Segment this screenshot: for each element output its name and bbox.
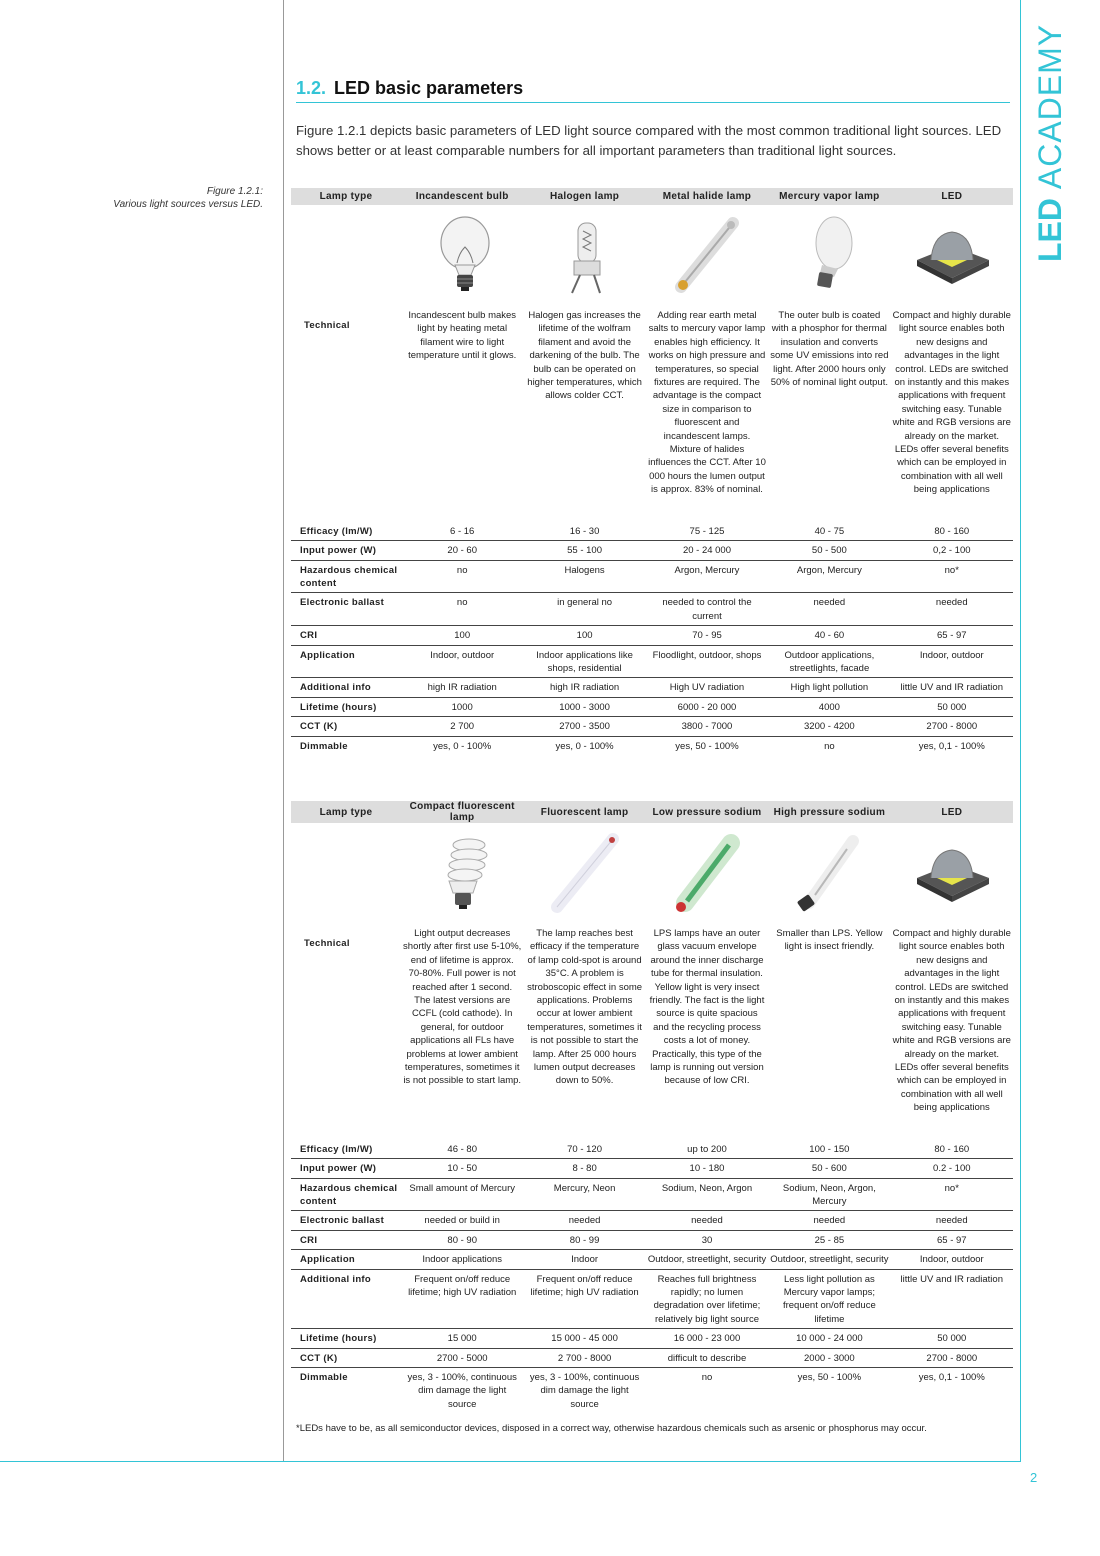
row-label: Additional info: [291, 1269, 401, 1329]
table-row: [291, 1367, 1013, 1413]
title-underline: [296, 102, 1010, 103]
table-cell: 20 - 24 000: [646, 541, 768, 560]
row-label: Lifetime (hours): [291, 1329, 401, 1348]
table-cell: Indoor applications: [401, 1250, 523, 1269]
side-brand-bold: LED: [1032, 198, 1068, 262]
incandescent-bulb-icon: [427, 213, 497, 298]
table-row: [291, 1178, 1013, 1211]
section-title: [296, 78, 523, 99]
table-cell: no: [401, 560, 523, 593]
table-cell: Outdoor, streetlight, security: [768, 1250, 890, 1269]
table-cell: 2700 - 3500: [523, 717, 645, 736]
header-lamp-type: Lamp type: [291, 801, 401, 823]
header-fluorescent: Fluorescent lamp: [523, 801, 645, 823]
table-row: [291, 522, 1013, 541]
table-cell: 25 - 85: [768, 1230, 890, 1249]
header-low-pressure-sodium: Low pressure sodium: [646, 801, 768, 823]
row-label: Application: [291, 1250, 401, 1269]
table-cell: little UV and IR radiation: [891, 1269, 1013, 1329]
section-title-text: LED basic parameters: [334, 78, 524, 98]
table-cell: 0.2 - 100: [891, 1159, 1013, 1178]
technical-cell: Compact and highly durable light source enables both new designs and advantages in the light control. LEDs are switched on instantly and this makes applications with frequent switching easy. Tunable white and RGB versions are already on the market. LEDs offer several benefits which can be employed in combination with all well being applications: [892, 928, 1011, 1114]
table-cell: Indoor: [523, 1250, 645, 1269]
table-cell: needed: [523, 1211, 645, 1230]
table-cell: 3800 - 7000: [646, 717, 768, 736]
row-label: Additional info: [291, 678, 401, 697]
row-label: CRI: [291, 1230, 401, 1249]
row-label: Dimmable: [300, 1371, 348, 1383]
technical-cell: Smaller than LPS. Yellow light is insect friendly.: [776, 928, 883, 953]
row-label: Input power (W): [291, 1159, 401, 1178]
table-cell: 100: [401, 626, 523, 645]
table-cell: 50 000: [891, 697, 1013, 716]
page-number: 2: [1030, 1470, 1038, 1485]
table-cell: 16 000 - 23 000: [646, 1329, 768, 1348]
row-label: Electronic ballast: [291, 593, 401, 626]
table-cell: up to 200: [646, 1140, 768, 1159]
table-cell: 4000: [768, 697, 890, 716]
table-cell: 30: [646, 1230, 768, 1249]
figure-caption: [100, 185, 263, 211]
row-label: Efficacy (lm/W): [291, 1140, 401, 1159]
header-compact-fluorescent: Compact fluorescent lamp: [401, 801, 523, 823]
table-row: [291, 541, 1013, 560]
table-cell: needed: [646, 1211, 768, 1230]
table-cell: 40 - 75: [768, 522, 890, 541]
table-cell: 15 000 - 45 000: [523, 1329, 645, 1348]
table-cell: yes, 50 - 100%: [675, 740, 739, 752]
footnote: *LEDs have to be, as all semiconductor devices, disposed in a correct way, otherwise hazardous chemicals such as arsenic or phosphorus may occur.: [296, 1423, 927, 1434]
table-cell: needed to control the current: [646, 593, 768, 626]
table-cell: yes, 0,1 - 100%: [918, 740, 985, 752]
table-row: [291, 1329, 1013, 1348]
table-row: [291, 717, 1013, 736]
comparison-table-1: [291, 188, 1013, 755]
table-cell: 2700 - 8000: [891, 1348, 1013, 1367]
table-cell: no*: [891, 1178, 1013, 1211]
row-label: CCT (K): [291, 717, 401, 736]
mercury-vapor-lamp-icon: [794, 213, 864, 298]
table-cell: 10 000 - 24 000: [768, 1329, 890, 1348]
table-row: [291, 593, 1013, 626]
image-row: [291, 823, 1013, 923]
technical-cell: Incandescent bulb makes light by heating metal filament wire to light temperature until it glows.: [408, 310, 517, 362]
table-cell: Mercury, Neon: [523, 1178, 645, 1211]
table-cell: no: [701, 1371, 713, 1383]
table-cell: Floodlight, outdoor, shops: [646, 645, 768, 678]
table-cell: 80 - 160: [891, 1140, 1013, 1159]
table-cell: 2700 - 5000: [401, 1348, 523, 1367]
table-cell: Outdoor, streetlight, security: [646, 1250, 768, 1269]
table-cell: 2 700: [401, 717, 523, 736]
header-high-pressure-sodium: High pressure sodium: [768, 801, 890, 823]
row-label: Hazardous chemical content: [291, 560, 401, 593]
table-cell: 10 - 50: [401, 1159, 523, 1178]
table-row: [291, 626, 1013, 645]
intro-paragraph: Figure 1.2.1 depicts basic parameters of LED light source compared with the most common traditional light sources. LED shows better or at least comparable numbers for all important parameters than traditional light sources.: [296, 123, 1002, 158]
table-cell: Frequent on/off reduce lifetime; high UV radiation: [523, 1269, 645, 1329]
table-cell: 15 000: [401, 1329, 523, 1348]
table-cell: high IR radiation: [523, 678, 645, 697]
table-row: [291, 560, 1013, 593]
table-cell: 55 - 100: [523, 541, 645, 560]
table-cell: no: [824, 740, 835, 752]
led-chip-icon: [907, 838, 997, 908]
technical-cell: The outer bulb is coated with a phosphor for thermal insulation and converts some UV emissions into red light. After 2000 hours only 50% of nominal light output.: [770, 310, 889, 389]
header-led: LED: [891, 801, 1013, 823]
table-cell: yes, 0 - 100%: [433, 740, 492, 752]
table-cell: 2000 - 3000: [768, 1348, 890, 1367]
halogen-lamp-icon: [550, 213, 620, 298]
technical-row: [291, 923, 1013, 1117]
table-cell: 50 - 600: [768, 1159, 890, 1178]
table-cell: Reaches full brightness rapidly; no lumen degradation over lifetime; relatively big light source: [646, 1269, 768, 1329]
side-brand-light: ACADEMY: [1032, 23, 1068, 190]
table-row: [291, 1230, 1013, 1249]
header-led: LED: [891, 188, 1013, 205]
row-label: Electronic ballast: [291, 1211, 401, 1230]
technical-cell: Compact and highly durable light source enables both new designs and advantages in the light control. LEDs are switched on instantly and this makes applications with frequent switching easy. Tunable white and RGB versions are already on the market. LEDs offer several benefits which can be employed in combination with all well being applications: [892, 310, 1011, 496]
figure-caption-number: Figure 1.2.1:: [206, 186, 263, 197]
table-row: [291, 1211, 1013, 1230]
row-label: Dimmable: [300, 740, 348, 752]
table-cell: 70 - 95: [646, 626, 768, 645]
table-cell: 10 - 180: [646, 1159, 768, 1178]
table-cell: needed or build in: [401, 1211, 523, 1230]
table-header-row: [291, 188, 1013, 205]
section-number: 1.2.: [296, 78, 327, 98]
table-cell: 65 - 97: [891, 626, 1013, 645]
table-cell: 75 - 125: [646, 522, 768, 541]
table-cell: Sodium, Neon, Argon, Mercury: [768, 1178, 890, 1211]
table-row: [291, 645, 1013, 678]
header-lamp-type: Lamp type: [291, 188, 401, 205]
figure-caption-text: Various light sources versus LED.: [113, 199, 263, 210]
table-cell: needed: [891, 593, 1013, 626]
table-cell: 6000 - 20 000: [646, 697, 768, 716]
table-cell: Outdoor applications, streetlights, facade: [768, 645, 890, 678]
table-cell: 2 700 - 8000: [523, 1348, 645, 1367]
technical-cell: The lamp reaches best efficacy if the temperature of lamp cold-spot is around 35°C. A problem is stroboscopic effect in some applications. Problems occur at lower ambient temperatures, sometimes it is not possible to start the lamp. After 25 000 hours lumen output decreases down to 50%.: [527, 928, 643, 1087]
row-label: Lifetime (hours): [291, 697, 401, 716]
table-cell: 100 - 150: [768, 1140, 890, 1159]
table-cell: yes, 3 - 100%, continuous dim damage the light source: [529, 1371, 640, 1410]
table-cell: difficult to describe: [646, 1348, 768, 1367]
table-cell: no: [401, 593, 523, 626]
table-cell: 3200 - 4200: [768, 717, 890, 736]
table-cell: 100: [523, 626, 645, 645]
row-label: Input power (W): [291, 541, 401, 560]
technical-row: [291, 305, 1013, 499]
table-cell: 50 000: [891, 1329, 1013, 1348]
table-row: [291, 1269, 1013, 1329]
table-cell: 40 - 60: [768, 626, 890, 645]
table-cell: Small amount of Mercury: [401, 1178, 523, 1211]
side-brand: [1030, 23, 1070, 262]
technical-cell: Light output decreases shortly after first use 5-10%, end of lifetime is approx. 70-80%. Full power is not reached after 1 second. The latest versions are CCFL (cold cathode). In general, for outdoor applications all FLs have problems at lower ambient temperatures, sometimes it is not possible to start lamp.: [403, 928, 522, 1087]
table-header-row: [291, 801, 1013, 823]
table-cell: High light pollution: [768, 678, 890, 697]
header-incandescent: Incandescent bulb: [401, 188, 523, 205]
table-cell: 1000 - 3000: [523, 697, 645, 716]
table-row: [291, 678, 1013, 697]
comparison-table-2: [291, 801, 1013, 1413]
technical-cell: Adding rear earth metal salts to mercury vapor lamp enables high efficiency. It works on high pressure and temperatures, so special fixtures are required. The advantage is the compact size in comparison to fluorescent and incandescent lamps. Mixture of halides influences the CCT. After 10 000 hours the lumen output is approx. 83% of nominal.: [648, 310, 766, 496]
table-cell: 0,2 - 100: [891, 541, 1013, 560]
high-pressure-sodium-lamp-icon: [789, 831, 869, 916]
table-cell: in general no: [523, 593, 645, 626]
metal-halide-lamp-icon: [667, 213, 747, 298]
header-metal-halide: Metal halide lamp: [646, 188, 768, 205]
led-chip-icon: [907, 220, 997, 290]
table-cell: Frequent on/off reduce lifetime; high UV radiation: [401, 1269, 523, 1329]
table-cell: Halogens: [523, 560, 645, 593]
table-cell: 80 - 99: [523, 1230, 645, 1249]
table-cell: yes, 50 - 100%: [797, 1371, 862, 1383]
table-row: [291, 1250, 1013, 1269]
table-cell: 20 - 60: [401, 541, 523, 560]
low-pressure-sodium-lamp-icon: [667, 831, 747, 916]
table-cell: 2700 - 8000: [891, 717, 1013, 736]
table-cell: no*: [891, 560, 1013, 593]
technical-cell: LPS lamps have an outer glass vacuum envelope around the inner discharge tube for thermal insulation. Yellow light is very insect friendly. The fact is the light source is quite spacious and the recycling process costs a lot of money. Practically, this type of the lamp is running out version because of low CRI.: [649, 928, 765, 1087]
table-cell: Indoor, outdoor: [401, 645, 523, 678]
table-cell: Less light pollution as Mercury vapor lamps; frequent on/off reduce lifetime: [768, 1269, 890, 1329]
header-mercury-vapor: Mercury vapor lamp: [768, 188, 890, 205]
technical-cell: Halogen gas increases the lifetime of the wolfram filament and avoid the darkening of the bulb. The bulb can be operated on higher temperatures, which allows colder CCT.: [527, 310, 642, 402]
table-cell: 46 - 80: [401, 1140, 523, 1159]
table-cell: 80 - 160: [891, 522, 1013, 541]
row-label: Hazardous chemical content: [291, 1178, 401, 1211]
image-row: [291, 205, 1013, 305]
table-cell: Argon, Mercury: [646, 560, 768, 593]
technical-label: Technical: [304, 938, 350, 949]
table-cell: yes, 0 - 100%: [555, 740, 614, 752]
table-row: [291, 1348, 1013, 1367]
table-cell: 50 - 500: [768, 541, 890, 560]
table-row: [291, 1159, 1013, 1178]
table-cell: 6 - 16: [401, 522, 523, 541]
bottom-margin-divider: [0, 1461, 1021, 1462]
row-label: CCT (K): [291, 1348, 401, 1367]
right-margin-divider: [1020, 0, 1021, 1462]
table-cell: 65 - 97: [891, 1230, 1013, 1249]
header-halogen: Halogen lamp: [523, 188, 645, 205]
table-cell: needed: [768, 1211, 890, 1230]
row-label: CRI: [291, 626, 401, 645]
left-margin-divider: [283, 0, 284, 1462]
technical-label: Technical: [304, 320, 350, 331]
compact-fluorescent-lamp-icon: [427, 831, 497, 916]
table-cell: yes, 3 - 100%, continuous dim damage the light source: [407, 1371, 517, 1410]
table-row: [291, 697, 1013, 716]
table-cell: Sodium, Neon, Argon: [646, 1178, 768, 1211]
table-cell: little UV and IR radiation: [891, 678, 1013, 697]
table-cell: Indoor, outdoor: [891, 645, 1013, 678]
table-cell: 70 - 120: [523, 1140, 645, 1159]
table-cell: 80 - 90: [401, 1230, 523, 1249]
row-label: Application: [291, 645, 401, 678]
table-cell: yes, 0,1 - 100%: [918, 1371, 985, 1383]
table-cell: needed: [891, 1211, 1013, 1230]
table-row: [291, 1140, 1013, 1159]
table-cell: 1000: [401, 697, 523, 716]
fluorescent-tube-icon: [545, 831, 625, 916]
table-cell: 16 - 30: [523, 522, 645, 541]
table-cell: High UV radiation: [646, 678, 768, 697]
table-cell: high IR radiation: [401, 678, 523, 697]
table-cell: Indoor applications like shops, residential: [523, 645, 645, 678]
table-cell: needed: [768, 593, 890, 626]
table-row: [291, 736, 1013, 755]
table-cell: Indoor, outdoor: [891, 1250, 1013, 1269]
table-cell: Argon, Mercury: [768, 560, 890, 593]
table-cell: 8 - 80: [523, 1159, 645, 1178]
row-label: Efficacy (lm/W): [291, 522, 401, 541]
